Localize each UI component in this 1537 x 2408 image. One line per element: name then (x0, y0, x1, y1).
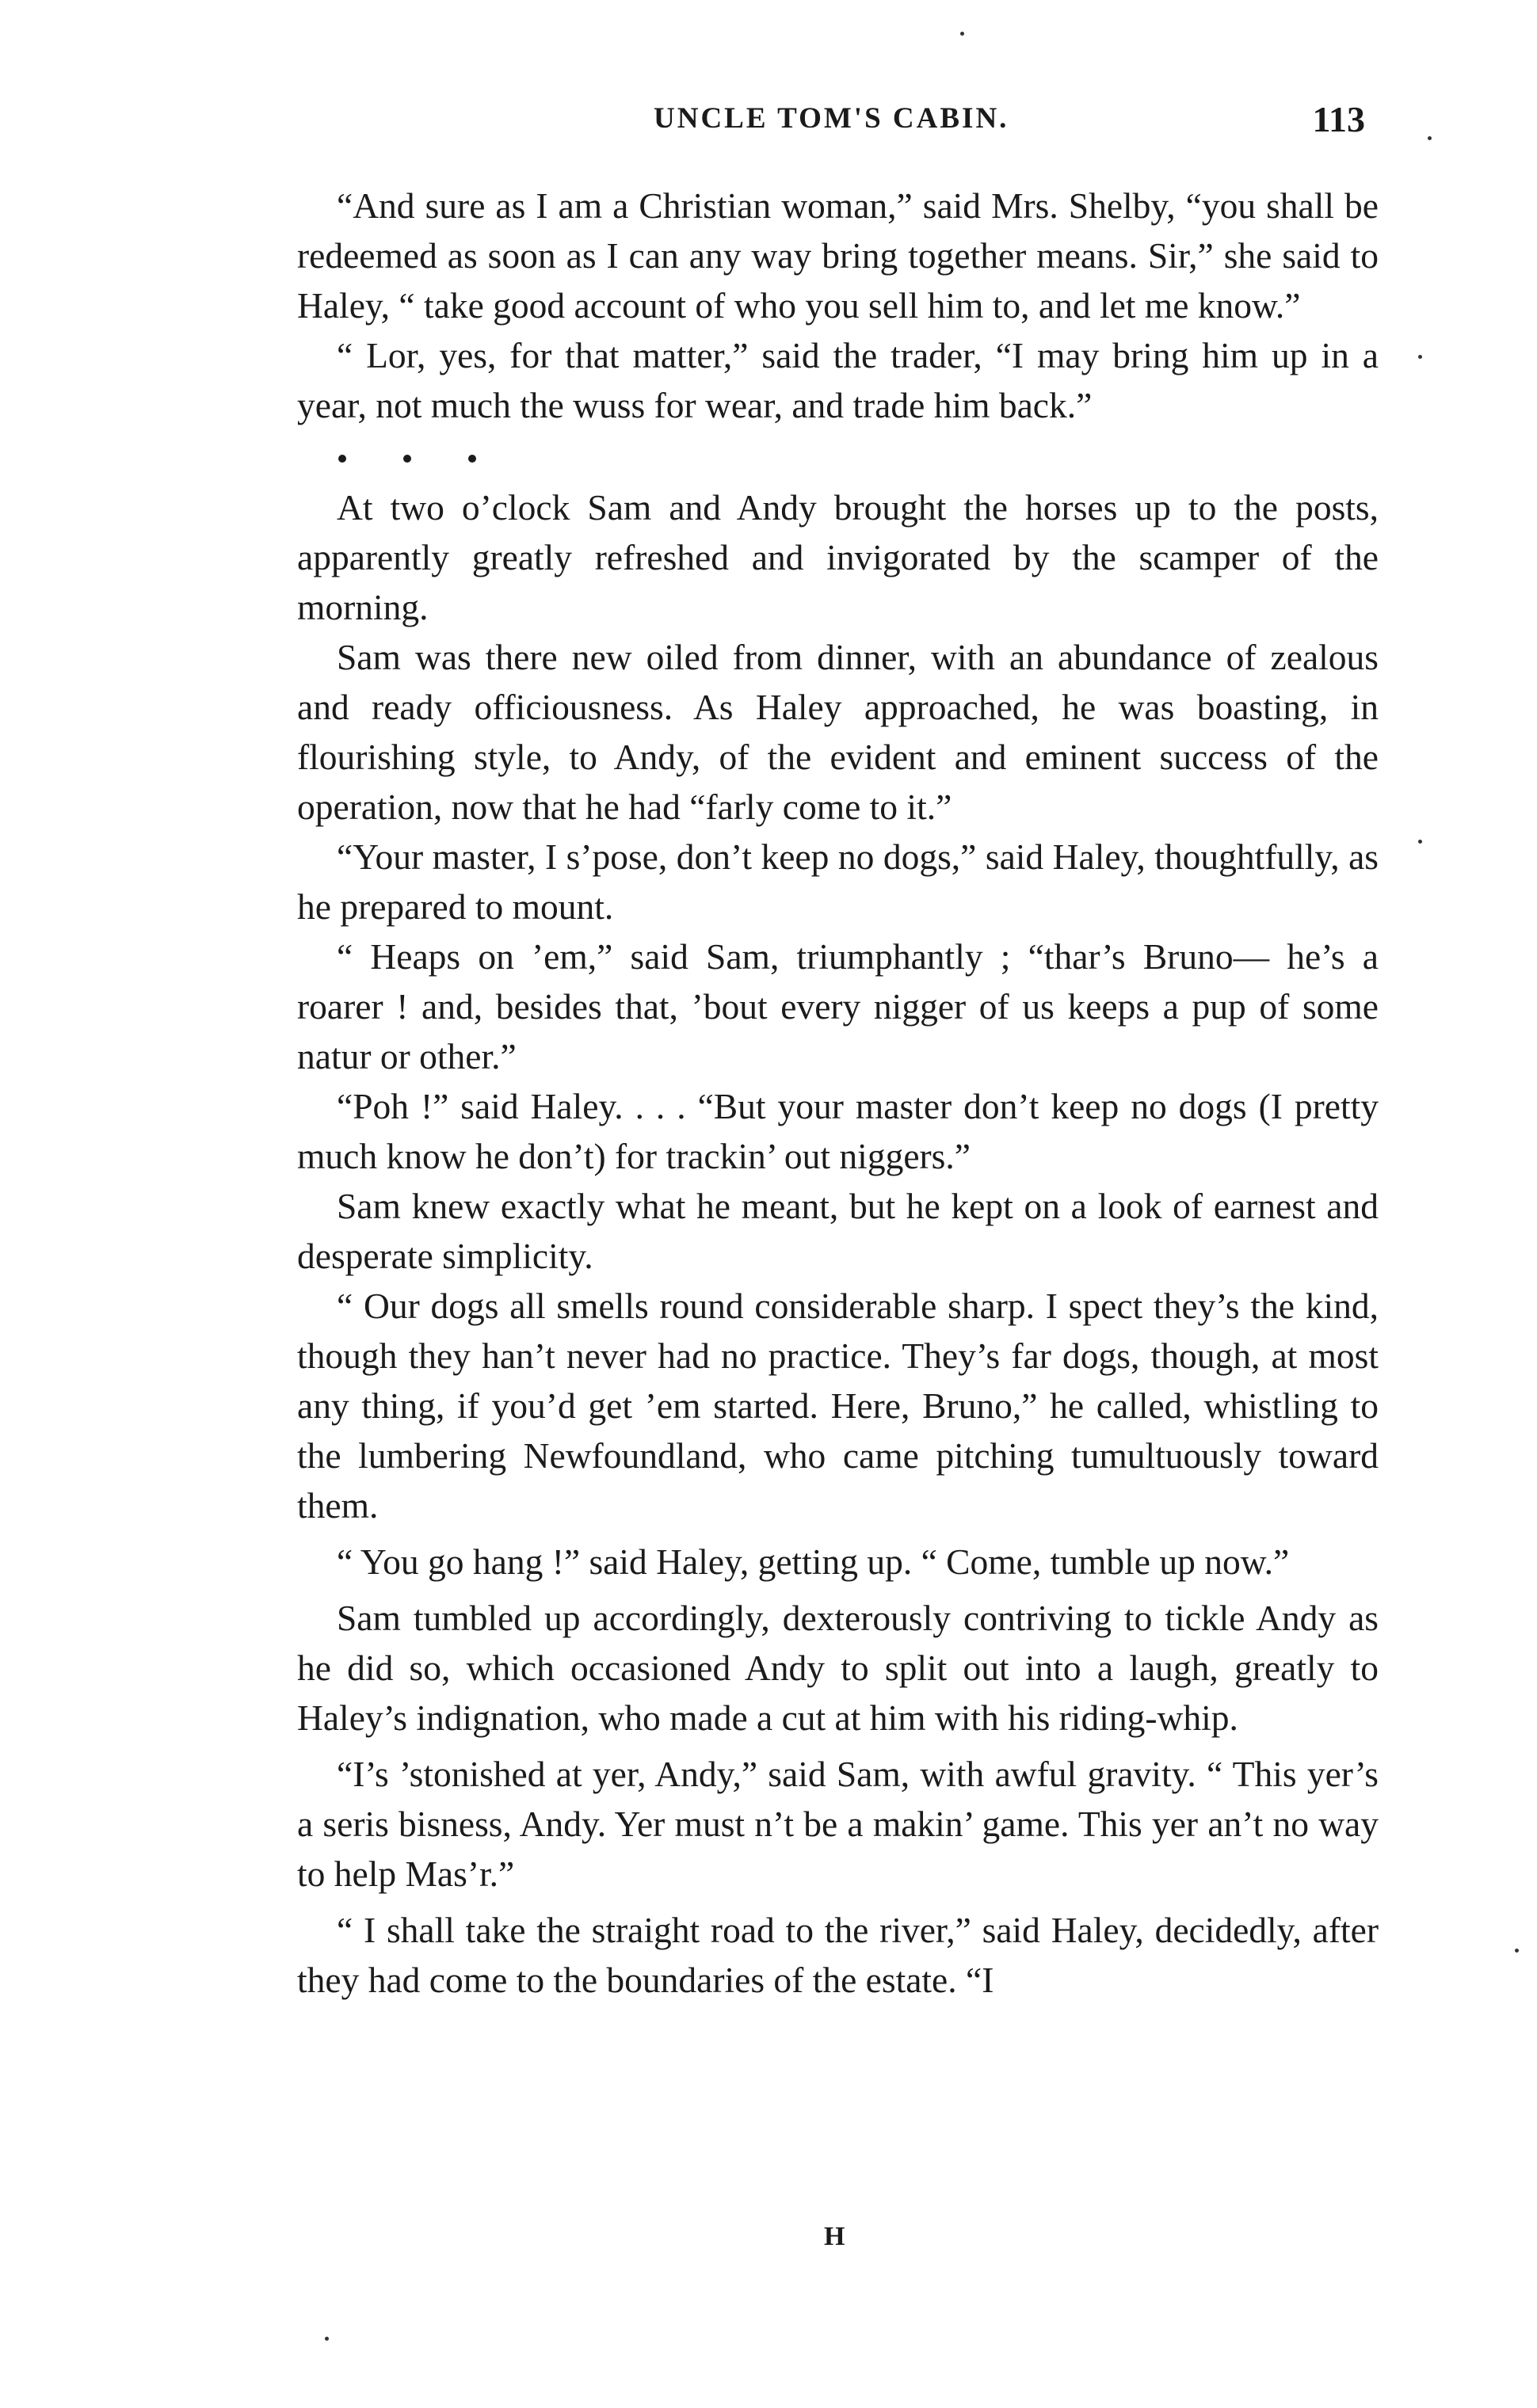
paragraph: “I’s ’stonished at yer, Andy,” said Sam, with awful gravity. “ This yer’s a seris bisness, Andy. Yer must n’t be a makin’ game. This yer an’t no way to help Mas’r.” (297, 1754, 1379, 1894)
paragraph: At two o’clock Sam and Andy brought the horses up to the posts, apparently greatly refreshed and invigorated by the scamper of the morning. (297, 487, 1379, 627)
ink-speck (1418, 355, 1422, 359)
ink-speck (325, 2337, 329, 2341)
section-break-dot (338, 455, 346, 463)
paragraph: “ Our dogs all smells round considerable sharp. I spect they’s the kind, though they han’t never had no practice. They’s far dogs, though, at most any thing, if you’d get ’em started. Here, Bruno,” he called, whistling to the lumbering Newfoundland, who came pitching tumultuously toward them. (297, 1286, 1379, 1526)
section-break (338, 435, 1379, 482)
paragraph: Sam knew exactly what he meant, but he kept on a look of earnest and desperate simplicity. (297, 1186, 1379, 1276)
paragraph: “ Heaps on ’em,” said Sam, triumphantly ; “thar’s Bruno— he’s a roarer ! and, besides that, ’bout every nigger of us keeps a pup of some natur or other.” (297, 936, 1379, 1076)
paragraph: “Your master, I s’pose, don’t keep no dogs,” said Haley, thoughtfully, as he prepared to mount. (297, 836, 1379, 927)
paragraph: Sam was there new oiled from dinner, with an abundance of zealous and ready officiousness. As Haley approached, he was boasting, in flourishing style, to Andy, of the evident and eminent success of the operation, now that he had “farly come to it.” (297, 637, 1379, 827)
signature-mark: H (824, 2222, 847, 2251)
paragraph: “Poh !” said Haley. . . . “But your master don’t keep no dogs (I pretty much know he don’t) for trackin’ out niggers.” (297, 1086, 1379, 1176)
body-text (297, 181, 1379, 2005)
paragraph: “ Lor, yes, for that matter,” said the trader, “I may bring him up in a year, not much the wuss for wear, and trade him back.” (297, 335, 1379, 425)
page-header (305, 101, 1414, 157)
ink-speck (1515, 1949, 1519, 1953)
paragraph: “ I shall take the straight road to the river,” said Haley, decidedly, after they had come to the boundaries of the estate. “I (297, 1910, 1379, 2000)
section-break-dot (468, 455, 476, 463)
running-head: UNCLE TOM'S CABIN. (654, 102, 1009, 135)
section-break-dot (403, 455, 411, 463)
ink-speck (1428, 136, 1432, 140)
ink-speck (1418, 840, 1422, 844)
paragraph: “ You go hang !” said Haley, getting up. “ Come, tumble up now.” (337, 1541, 1290, 1582)
paragraph: “And sure as I am a Christian woman,” said Mrs. Shelby, “you shall be redeemed as soon as I can any way bring together means. Sir,” she said to Haley, “ take good account of who you sell him to, and let me know.” (297, 185, 1379, 326)
ink-speck (960, 32, 964, 36)
page-number: 113 (1312, 99, 1365, 139)
paragraph: Sam tumbled up accordingly, dexterously contriving to tickle Andy as he did so, which occasioned Andy to split out into a laugh, greatly to Haley’s indignation, who made a cut at him with his riding-whip. (297, 1598, 1379, 1738)
